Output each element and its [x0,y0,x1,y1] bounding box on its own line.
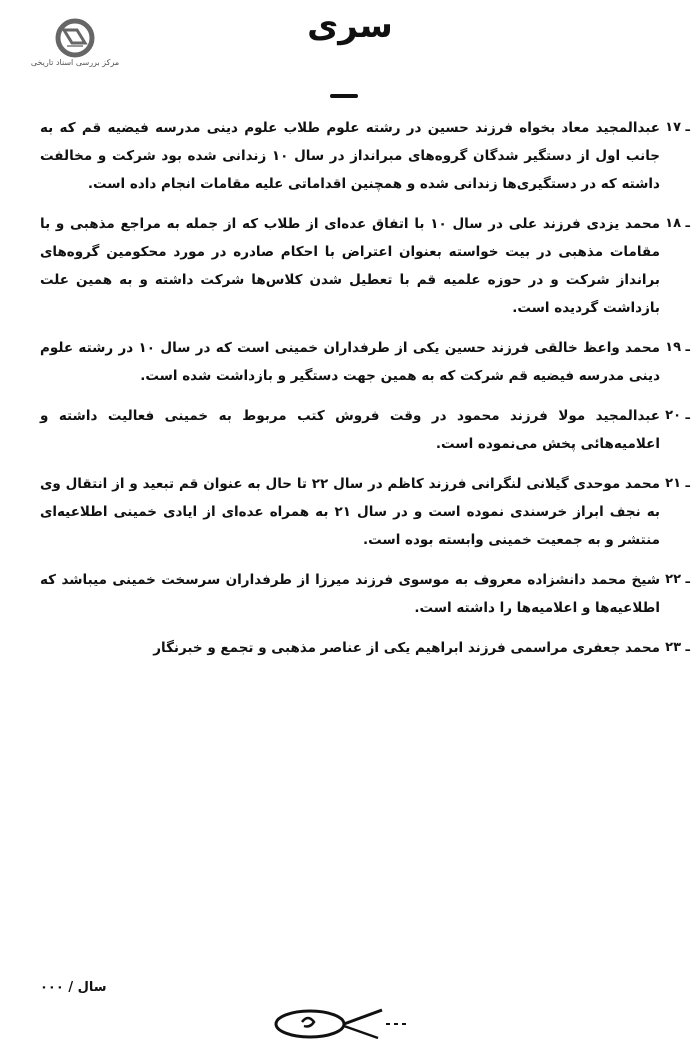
list-item-19 [40,334,690,390]
item-list [40,114,690,674]
list-item-17 [40,114,690,198]
document-heading: سری [307,6,393,46]
handwritten-signature-icon [262,1000,422,1044]
item-text: محمد یزدی فرزند علی در سال ۱۰ با اتفاق عده‌ای از طلاب که از جمله به مراجع مذهبی و با مقامات مذهبی در بیت خواسته بعنوان اعتراض با احکام صادره در مورد محکومین گروه‌های برانداز شرکت و در حوزه علمیه قم با تعطیل شدن کلاس‌ها شرکت داشته و به همین علت بازداشت گردیده است. [40,216,660,316]
item-number: ۱۷ ـ [665,120,690,135]
separator-dash [330,94,358,98]
item-text: محمد واعظ خالقی فرزند حسین یکی از طرفداران خمینی است که در سال ۱۰ در رشته علوم دینی مدرسه فیضیه قم شرکت که به همین جهت دستگیر و بازداشت شده است. [40,340,660,384]
item-number: ۲۱ ـ [665,476,690,491]
footer-year: سال / ۰۰۰ [40,980,107,995]
item-number: ۲۲ ـ [665,572,690,587]
item-text: محمد جعفری مراسمی فرزند ابراهیم یکی از عناصر مذهبی و تجمع و خبرنگار [153,640,660,656]
logo-caption: مرکز بررسی اسناد تاریخی [30,58,120,67]
item-text: عبدالمجید مولا فرزند محمود در وقت فروش کتب مربوط به خمینی فعالیت داشته و اعلامیه‌هائی پخش می‌نموده است. [40,408,660,452]
item-number: ۲۳ ـ [665,640,690,655]
item-number: ۲۰ ـ [665,408,690,423]
list-item-23 [40,634,690,662]
list-item-18 [40,210,690,322]
item-text: محمد موحدی گیلانی لنگرانی فرزند کاظم در سال ۲۲ تا حال به عنوان قم تبعید و از انتقال وی به نجف ابراز خرسندی نموده است و در سال ۲۱ به همراه عده‌ای از ایادی خمینی اطلاعیه‌ای منتشر و به جمعیت خمینی وابسته بوده است. [40,476,660,548]
item-number: ۱۹ ـ [665,340,690,355]
list-item-21 [40,470,690,554]
item-text: شیخ محمد دانشزاده معروف به موسوی فرزند میرزا از طرفداران سرسخت خمینی میباشد که اطلاعیه‌ها و اعلامیه‌ها را داشته است. [40,572,660,616]
item-number: ۱۸ ـ [665,216,690,231]
list-item-22 [40,566,690,622]
list-item-20 [40,402,690,458]
item-text: عبدالمجید معاد بخواه فرزند حسین در رشته علوم طلاب علوم دینی مدرسه فیضیه قم که به جانب اول از دستگیر شدگان گروه‌های مبرانداز در سال ۱۰ زندانی شده بود شرکت و مخالفت داشته که در دستگیری‌ها زندانی شده و همچنین اقداماتی علیه مقامات انجام داده است. [40,120,660,192]
